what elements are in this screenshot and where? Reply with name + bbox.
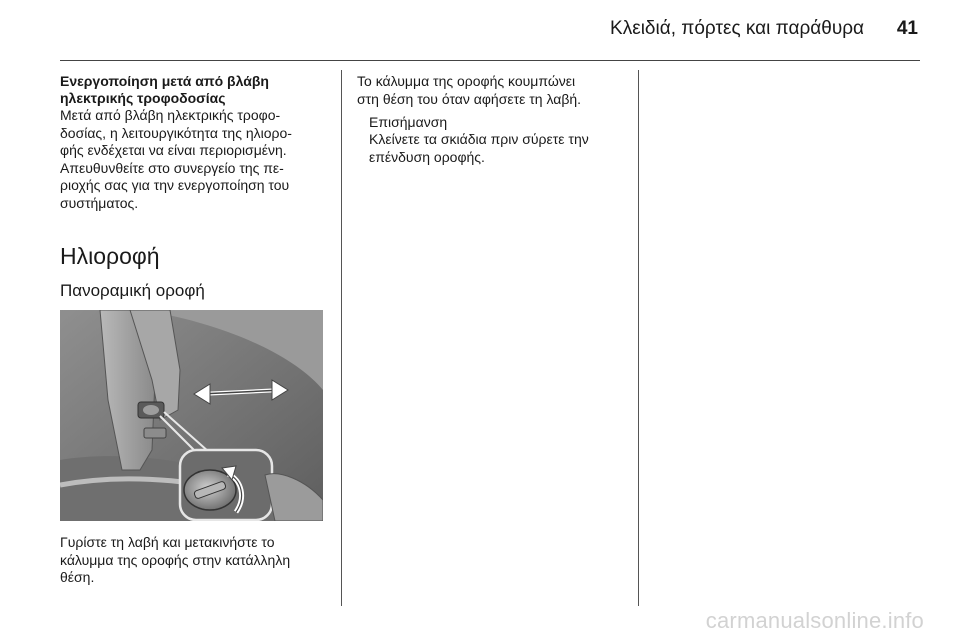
column-divider (341, 70, 342, 606)
section-title: Ηλιοροφή (60, 243, 160, 269)
sunroof-handle-illustration (60, 310, 323, 521)
watermark: carmanualsonline.info (705, 608, 924, 633)
paragraph-line: στη θέση του όταν αφήσετε τη λαβή. (357, 90, 582, 107)
page-number: 41 (896, 18, 918, 39)
figure-caption (60, 534, 326, 587)
caption-line: Γυρίστε τη λαβή και μετακινήστε το (60, 534, 275, 550)
column-1 (60, 73, 326, 213)
notice-title: Επισήμανση (369, 114, 448, 131)
paragraph-line: Το κάλυμμα της οροφής κουμπώνει (357, 73, 576, 89)
subsection-title: Πανοραμική οροφή (60, 281, 205, 300)
subheading-line: Ενεργοποίηση μετά από βλάβη (60, 73, 269, 89)
header-title: Κλειδιά, πόρτες και παράθυρα (610, 18, 864, 39)
paragraph-line: συστήματος. (60, 194, 139, 211)
subheading-line: ηλεκτρικής τροφοδοσίας (60, 90, 226, 106)
caption-line: θέση. (60, 569, 95, 586)
notice-line: επένδυση οροφής. (369, 148, 485, 165)
paragraph-line: δοσίας, η λειτουργικότητα της ηλιορο‐ (60, 124, 292, 141)
power-failure-paragraph (60, 107, 326, 213)
column-divider (638, 70, 639, 606)
latch-paragraph (357, 73, 625, 108)
paragraph-line: Απευθυνθείτε στο συνεργείο της πε‐ (60, 159, 284, 176)
notice-line: Κλείνετε τα σκιάδια πριν σύρετε την (369, 131, 589, 148)
notice-box (369, 114, 625, 166)
caption-line: κάλυμμα της οροφής στην κατάλληλη (60, 551, 291, 568)
paragraph-line: ριοχής σας για την ενεργοποίηση του (60, 177, 290, 194)
paragraph-line: φής ενδέχεται να είναι περιορισμένη. (60, 142, 287, 159)
sunroof-figure (60, 310, 323, 521)
caption-paragraph (60, 534, 326, 587)
notice-text (369, 131, 625, 166)
header-rule (60, 60, 920, 61)
paragraph-line: Μετά από βλάβη ηλεκτρικής τροφο‐ (60, 107, 281, 123)
subheading-power-failure (60, 73, 326, 107)
column-2 (357, 73, 625, 166)
